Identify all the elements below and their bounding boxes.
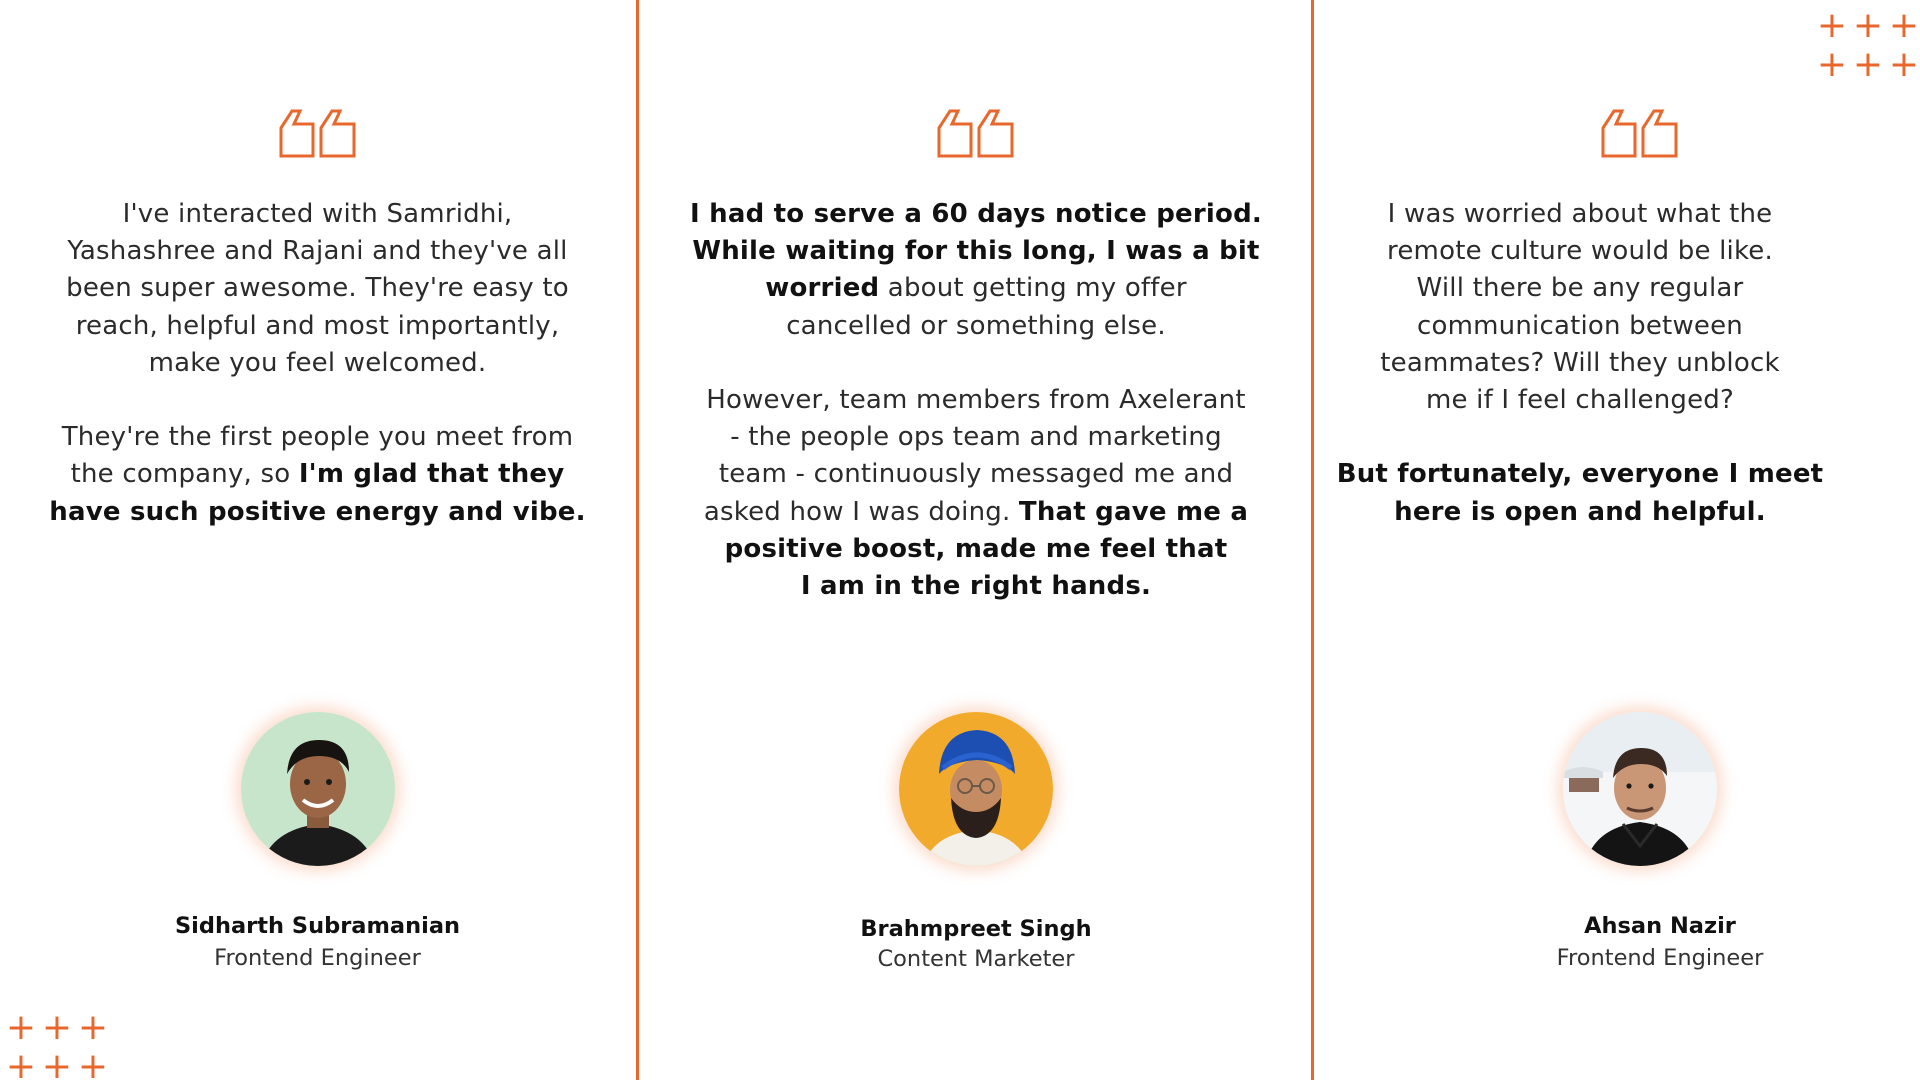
quote-emphasis: But fortunately, everyone I meet <box>1336 459 1824 490</box>
quote-line <box>686 196 1266 233</box>
testimonial-card <box>1336 0 1870 1080</box>
quote-emphasis: That gave me a <box>1018 496 1249 527</box>
quote-segment: the company, so <box>70 459 299 490</box>
quote-line <box>686 382 1266 419</box>
quote-emphasis: here is open and helpful. <box>1394 496 1766 527</box>
testimonial-card <box>686 0 1266 1080</box>
quote-line <box>1330 419 1830 456</box>
quote-segment: They're the first people you meet from <box>61 422 574 453</box>
column-divider <box>1311 0 1314 1080</box>
quote-segment: I was worried about what the <box>1387 199 1773 229</box>
plus-pattern-decoration <box>3 1007 111 1080</box>
plus-icon: + <box>1888 5 1920 46</box>
quote-line <box>686 568 1266 605</box>
quote-line <box>40 308 595 345</box>
plus-icon: + <box>5 1046 37 1080</box>
plus-icon: + <box>77 1046 109 1080</box>
testimonial-quote <box>686 196 1266 605</box>
quote-line <box>1330 233 1830 270</box>
quote-line <box>686 494 1266 531</box>
plus-icon: + <box>1888 44 1920 85</box>
column-divider <box>636 0 639 1080</box>
quote-line <box>1330 308 1830 345</box>
quote-segment: Yashashree and Rajani and they've all <box>67 236 568 267</box>
quote-line <box>1330 345 1830 382</box>
quote-segment: communication between <box>1417 310 1743 341</box>
quote-line <box>40 456 595 493</box>
quote-segment: about getting my offer <box>879 273 1187 304</box>
quote-segment: asked how I was doing. <box>703 496 1019 527</box>
quote-emphasis: I had to serve a 60 days notice period. <box>690 199 1262 229</box>
quote-open-icon <box>278 108 358 158</box>
quote-line <box>686 456 1266 493</box>
quote-line <box>40 270 595 307</box>
plus-pattern-decoration <box>1814 5 1920 86</box>
quote-segment: I've interacted with Samridhi, <box>122 199 513 229</box>
plus-icon: + <box>41 1046 73 1080</box>
quote-segment: Will there be any regular <box>1416 273 1744 304</box>
plus-icon: + <box>1852 5 1884 46</box>
quote-segment: team - continuously messaged me and <box>718 459 1234 490</box>
avatar <box>1563 712 1717 866</box>
quote-segment: teammates? Will they unblock <box>1380 347 1780 378</box>
person-role: Frontend Engineer <box>1556 945 1764 971</box>
person-name: Brahmpreet Singh <box>860 916 1092 942</box>
quote-emphasis: While waiting for this long, I was a bit <box>692 236 1260 267</box>
quote-emphasis: positive boost, made me feel that <box>724 533 1228 564</box>
quote-segment: me if I feel challenged? <box>1425 385 1735 416</box>
quote-line <box>1330 456 1830 493</box>
quote-line <box>686 419 1266 456</box>
quote-line <box>686 308 1266 345</box>
person-name: Ahsan Nazir <box>1584 913 1736 939</box>
testimonial-quote <box>40 196 595 531</box>
quote-line <box>40 345 595 382</box>
quote-segment: make you feel welcomed. <box>148 347 487 378</box>
quote-emphasis: I'm glad that they <box>298 459 565 490</box>
quote-line <box>1330 196 1830 233</box>
person-role: Frontend Engineer <box>214 945 421 971</box>
quote-line <box>686 270 1266 307</box>
testimonial-quote <box>1330 196 1830 531</box>
quote-open-icon <box>1600 108 1680 158</box>
quote-emphasis: have such positive energy and vibe. <box>49 496 586 527</box>
quote-segment: However, team members from Axelerant <box>706 385 1246 416</box>
person-name: Sidharth Subramanian <box>174 913 461 939</box>
testimonial-card <box>40 0 595 1080</box>
plus-icon: + <box>5 1007 37 1048</box>
quote-line <box>40 233 595 270</box>
quote-line <box>40 494 595 531</box>
quote-line <box>1330 270 1830 307</box>
avatar <box>899 712 1053 866</box>
quote-line <box>686 233 1266 270</box>
plus-icon: + <box>1816 44 1848 85</box>
quote-segment: cancelled or something else. <box>786 310 1166 341</box>
quote-line <box>40 419 595 456</box>
avatar <box>241 712 395 866</box>
quote-segment: reach, helpful and most importantly, <box>75 310 560 341</box>
quote-segment: been super awesome. They're easy to <box>66 273 569 304</box>
person-role: Content Marketer <box>877 946 1075 972</box>
quote-line <box>686 531 1266 568</box>
quote-emphasis: worried <box>765 273 880 304</box>
quote-segment: remote culture would be like. <box>1387 236 1773 267</box>
quote-line <box>40 196 595 233</box>
plus-icon: + <box>1816 5 1848 46</box>
plus-icon: + <box>77 1007 109 1048</box>
plus-icon: + <box>1852 44 1884 85</box>
quote-line <box>40 382 595 419</box>
quote-open-icon <box>936 108 1016 158</box>
quote-line <box>1330 494 1830 531</box>
quote-emphasis: I am in the right hands. <box>800 571 1152 602</box>
quote-line <box>686 345 1266 382</box>
quote-line <box>1330 382 1830 419</box>
quote-segment: - the people ops team and marketing <box>730 422 1222 453</box>
plus-icon: + <box>41 1007 73 1048</box>
